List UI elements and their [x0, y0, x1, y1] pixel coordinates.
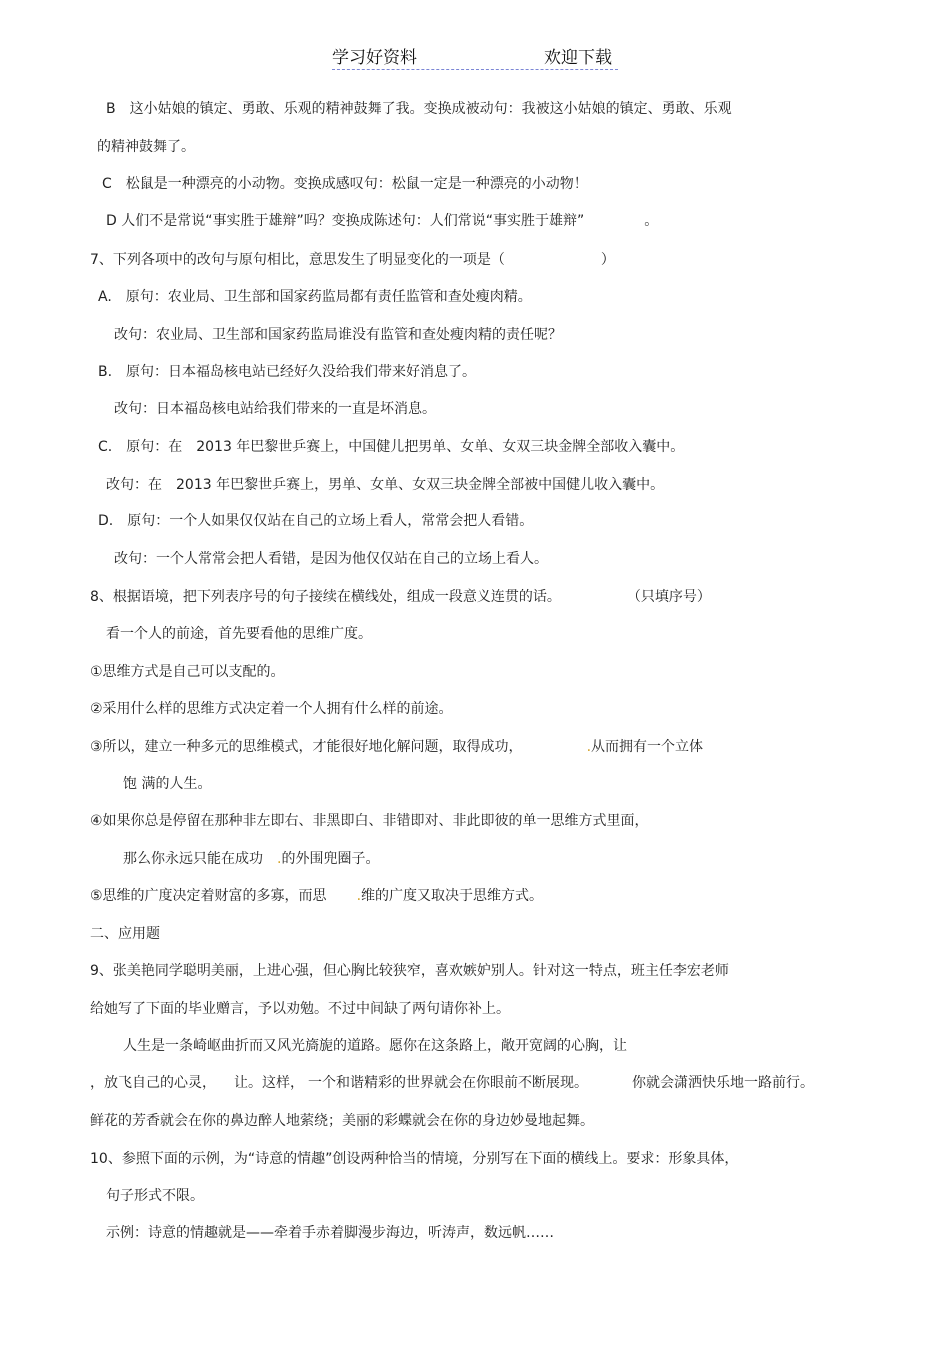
question-8: 8、根据语境，把下列表序号的句子接续在横线处，组成一段意义连贯的话。 （只填序号） [90, 589, 711, 605]
header-divider [332, 69, 618, 70]
q8-context: 看一个人的前途，首先要看他的思维广度。 [106, 626, 372, 642]
q8-sentence-1: ①思维方式是自己可以支配的。 [90, 664, 285, 680]
q7-option-a-revised: 改句：农业局、卫生部和国家药监局谁没有监管和查处瘦肉精的责任呢？ [114, 327, 562, 343]
question-7: 7、下列各项中的改句与原句相比，意思发生了明显变化的一项是（ ） [90, 252, 615, 268]
q8-sentence-4-cont: 那么你永远只能在成功 .的外围兜圈子。 [123, 851, 380, 867]
line-b-cont: 的精神鼓舞了。 [97, 139, 195, 155]
q8-sentence-5: ⑤思维的广度决定着财富的多寡，而思 .维的广度又取决于思维方式。 [90, 888, 544, 904]
question-10-cont: 句子形式不限。 [106, 1188, 204, 1204]
section-2-heading: 二、应用题 [90, 926, 160, 942]
q8-sentence-2: ②采用什么样的思维方式决定着一个人拥有什么样的前途。 [90, 701, 453, 717]
question-9: 9、张美艳同学聪明美丽，上进心强，但心胸比较狭窄，喜欢嫉妒别人。针对这一特点，班主任李宏老师 [90, 963, 729, 979]
header-left: 学习好资料 [332, 48, 417, 68]
q9-passage-3: 鲜花的芳香就会在你的鼻边醉人地萦绕；美丽的彩蝶就会在你的身边妙曼地起舞。 [90, 1113, 594, 1129]
q7-option-c-revised: 改句：在 2013 年巴黎世乒赛上，男单、女单、女双三块金牌全部被中国健儿收入囊中。 [106, 477, 665, 493]
q7-option-c-original: C. 原句：在 2013 年巴黎世乒赛上，中国健儿把男单、女单、女双三块金牌全部收入囊中。 [98, 439, 685, 455]
question-9-cont: 给她写了下面的毕业赠言，予以劝勉。不过中间缺了两句请你补上。 [90, 1001, 510, 1017]
q7-option-d-original: D. 原句：一个人如果仅仅站在自己的立场上看人，常常会把人看错。 [98, 513, 534, 529]
line-b: B 这小姑娘的镇定、勇敢、乐观的精神鼓舞了我。变换成被动句：我被这小姑娘的镇定、勇敢、乐观 [106, 101, 732, 117]
line-d: D 人们不是常说“事实胜于雄辩”吗？变换成陈述句：人们常说“事实胜于雄辩” 。 [106, 213, 659, 229]
q9-passage-2: ，放飞自己的心灵， 让。这样， 一个和谐精彩的世界就会在你眼前不断展现。 你就会潇洒快乐地一路前行。 [90, 1075, 814, 1091]
q9-passage-1: 人生是一条崎岖曲折而又风光旖旎的道路。愿你在这条路上，敞开宽阔的心胸，让 [123, 1038, 627, 1054]
q7-option-b-original: B. 原句：日本福岛核电站已经好久没给我们带来好消息了。 [98, 364, 477, 380]
line-c: C 松鼠是一种漂亮的小动物。变换成感叹句：松鼠一定是一种漂亮的小动物！ [102, 176, 588, 192]
q8-sentence-3: ③所以，建立一种多元的思维模式，才能很好地化解问题，取得成功， .从而拥有一个立体 [90, 739, 704, 755]
q7-option-b-revised: 改句：日本福岛核电站给我们带来的一直是坏消息。 [114, 401, 436, 417]
q7-option-d-revised: 改句：一个人常常会把人看错，是因为他仅仅站在自己的立场上看人。 [114, 551, 548, 567]
q7-option-a-original: A. 原句：农业局、卫生部和国家药监局都有责任监管和查处瘦肉精。 [98, 289, 532, 305]
header-right: 欢迎下载 [544, 48, 612, 68]
q8-sentence-3-cont: 饱 满的人生。 [123, 776, 212, 792]
question-10: 10、参照下面的示例，为“诗意的情趣”创设两种恰当的情境，分别写在下面的横线上。要求：形象具体， [90, 1151, 739, 1167]
q8-sentence-4: ④如果你总是停留在那种非左即右、非黑即白、非错即对、非此即彼的单一思维方式里面， [90, 813, 649, 829]
q10-example: 示例：诗意的情趣就是——牵着手赤着脚漫步海边，听涛声，数远帆…… [106, 1225, 554, 1241]
